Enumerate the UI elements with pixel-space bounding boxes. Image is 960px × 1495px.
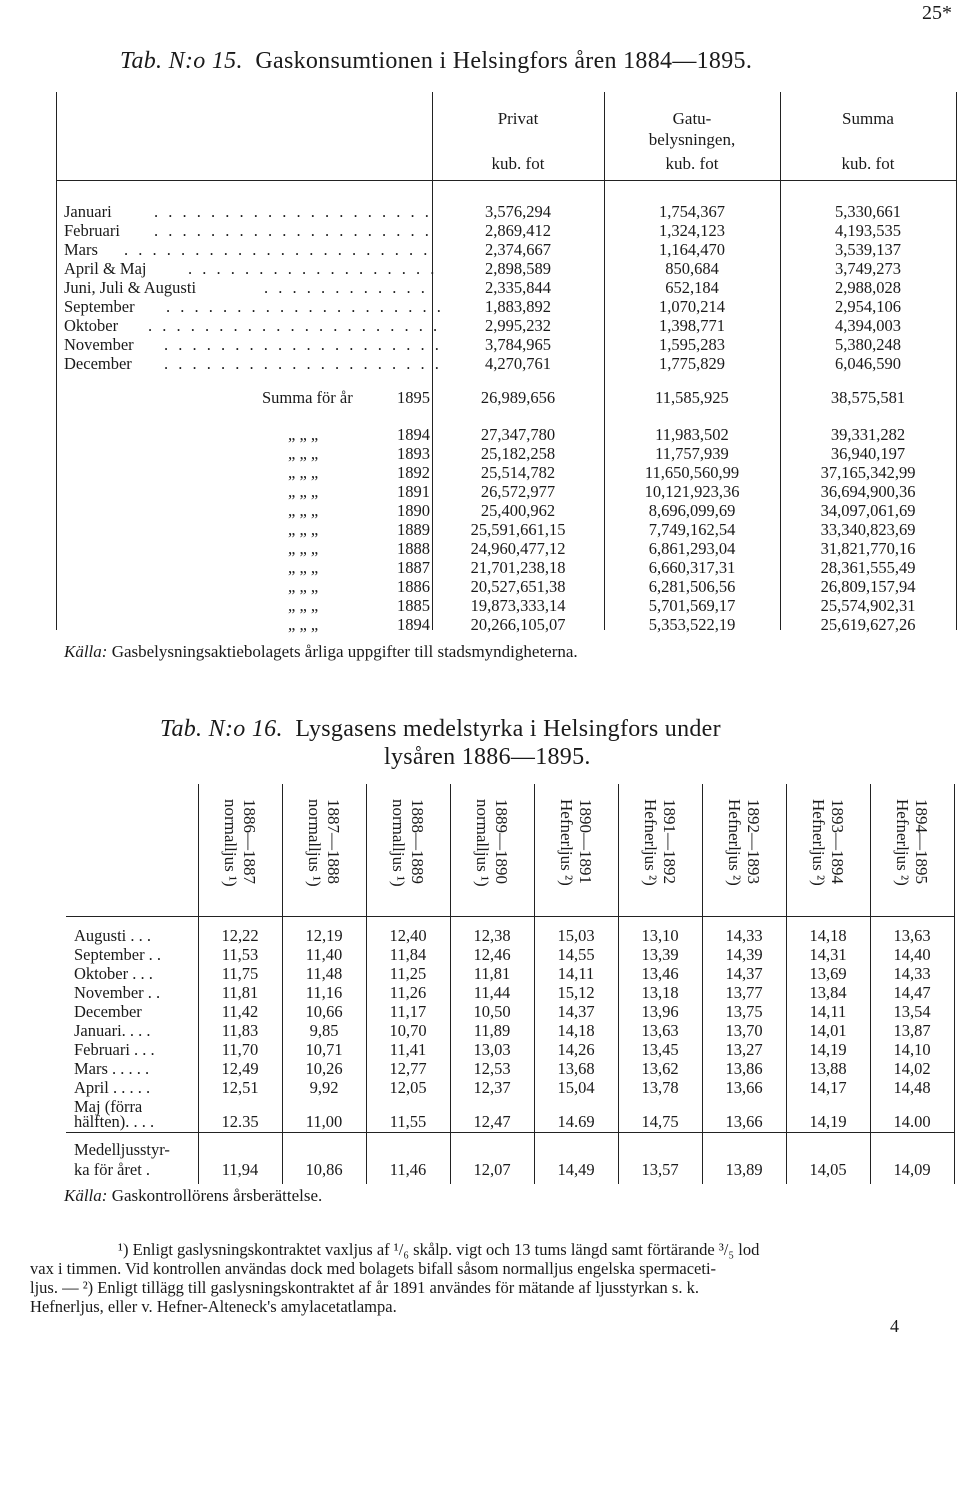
cell: 14,19: [809, 1112, 847, 1131]
cell: 14.69: [557, 1112, 595, 1131]
col-header-1887: 1887—1888 normalljus ¹): [305, 799, 343, 887]
table16-title-prefix: Tab. N:o 16.: [160, 716, 283, 742]
cell: 13,46: [641, 964, 679, 983]
table-row: [64, 596, 944, 615]
ditto-marks: „ „ „: [288, 539, 319, 558]
table-row: [64, 558, 944, 577]
source-label: Källa:: [64, 1186, 108, 1205]
table15-header-gatu-2: belysningen,: [648, 130, 736, 149]
cell-gatu: 5,353,522,19: [648, 615, 736, 634]
row-label: Maj (förra: [74, 1097, 143, 1116]
cell-summa: 6,046,590: [835, 354, 901, 373]
cell: 12,46: [473, 945, 511, 964]
cell-privat: 21,701,238,18: [470, 558, 566, 577]
cell-privat: 19,873,333,14: [470, 596, 566, 615]
cell: 11,83: [221, 1021, 259, 1040]
table-row: [64, 202, 944, 221]
ditto-marks: „ „ „: [288, 558, 319, 577]
cell: 11,26: [389, 983, 427, 1002]
cell-summa: 37,165,342,99: [820, 463, 916, 482]
leader-dots: . . . . . . . . . . . . . . . . . . . .: [164, 335, 442, 354]
cell-gatu: 11,757,939: [655, 444, 729, 463]
cell-gatu: 11,983,502: [655, 425, 729, 444]
cell-summa: 39,331,282: [830, 425, 906, 444]
leader-dots: . . . . . . . . . . . . . . . . . . . . .: [148, 316, 441, 335]
cell-privat: 25,400,962: [480, 501, 556, 520]
row-year: 1885: [397, 596, 430, 615]
source-label: Källa:: [64, 642, 108, 661]
sum-summa: 38,575,581: [830, 388, 906, 407]
cell-summa: 34,097,061,69: [820, 501, 916, 520]
table15-header-summa: Summa: [842, 109, 894, 128]
cell: 12,40: [389, 926, 427, 945]
source-text: Gaskontrollörens årsberättelse.: [111, 1186, 323, 1205]
row-label: December: [64, 354, 132, 373]
cell: 11,41: [389, 1040, 427, 1059]
row-label: Januari. . . .: [74, 1021, 151, 1040]
row-year: 1887: [397, 558, 430, 577]
cell-gatu: 11,650,560,99: [644, 463, 740, 482]
table15-source: [64, 642, 578, 662]
cell: 14.00: [893, 1112, 931, 1131]
row-label: Mars: [64, 240, 98, 259]
row-label: November . .: [74, 983, 161, 1002]
table-row: [64, 354, 944, 373]
table16-title-line2: lysåren 1886—1895.: [384, 744, 591, 770]
ditto-marks: „ „ „: [288, 615, 319, 634]
cell: 14,19: [809, 1040, 847, 1059]
cell: 13,57: [641, 1160, 679, 1179]
cell: 11,55: [389, 1112, 427, 1131]
cell-gatu: 6,861,293,04: [648, 539, 736, 558]
row-year: 1894: [397, 425, 430, 444]
cell: 9,85: [309, 1021, 339, 1040]
cell-gatu: 1,775,829: [659, 354, 725, 373]
cell: 13,69: [809, 964, 847, 983]
table15-unit-summa: kub. fot: [841, 154, 895, 173]
cell: 12,22: [221, 926, 259, 945]
row-label: September: [64, 297, 135, 316]
cell-summa: 3,539,137: [835, 240, 901, 259]
cell: 13,96: [641, 1002, 679, 1021]
cell: 10,66: [305, 1002, 343, 1021]
col-header-1886: 1886—1887 normalljus ¹): [221, 799, 259, 887]
cell-privat: 24,960,477,12: [470, 539, 566, 558]
row-label: Oktober: [64, 316, 119, 335]
cell-privat: 25,514,782: [480, 463, 556, 482]
row-label: September . .: [74, 945, 162, 964]
table15-unit-gatu: kub. fot: [665, 154, 719, 173]
row-label: Medelljusstyr-: [74, 1140, 170, 1159]
col-header-1889: 1889—1890 normalljus ¹): [473, 799, 511, 887]
table-row: [74, 983, 954, 1002]
cell: 13,45: [641, 1040, 679, 1059]
cell: 14,48: [893, 1078, 931, 1097]
cell: 14,01: [809, 1021, 847, 1040]
table-row: [64, 482, 944, 501]
footnote-line-2: vax i timmen. Vid kontrollen användas dock med bolagets bifall såsom normalljus engelska spermaceti-: [30, 1259, 717, 1278]
cell-summa: 5,330,661: [835, 202, 901, 221]
table-row: [64, 425, 944, 444]
cell: 15,04: [557, 1078, 595, 1097]
col-header-1890: 1890—1891 Hefnerljus ²): [557, 799, 595, 886]
cell-summa: 2,954,106: [835, 297, 901, 316]
cell: 10,50: [473, 1002, 511, 1021]
cell-gatu: 1,398,771: [659, 316, 725, 335]
cell: 10,26: [305, 1059, 343, 1078]
cell: 11,81: [473, 964, 511, 983]
row-label: Oktober . . .: [74, 964, 153, 983]
cell: 11,53: [221, 945, 259, 964]
cell: 11,89: [473, 1021, 511, 1040]
cell: 12.35: [221, 1112, 259, 1131]
cell: 14,33: [893, 964, 931, 983]
cell-privat: 4,270,761: [485, 354, 551, 373]
table-row: [64, 335, 944, 354]
table-row: [64, 444, 944, 463]
cell-summa: 36,940,197: [830, 444, 906, 463]
cell-gatu: 10,121,923,36: [644, 482, 740, 501]
cell-summa: 33,340,823,69: [820, 520, 916, 539]
footnote-line-3: ljus. — ²) Enligt tillägg till gaslysningskontraktet af år 1891 användes för mätande af ljusstyrkan s. k.: [30, 1278, 699, 1297]
cell: 12,49: [221, 1059, 259, 1078]
cell-summa: 5,380,248: [835, 335, 901, 354]
cell-gatu: 8,696,099,69: [648, 501, 736, 520]
cell: 15,12: [557, 983, 595, 1002]
cell: 11,16: [305, 983, 343, 1002]
table-row: [74, 926, 954, 945]
table16-mean-label-1: [74, 1140, 954, 1159]
cell: 14,37: [725, 964, 763, 983]
table15-header-gatu-1: Gatu-: [672, 109, 712, 128]
table15-title-prefix: Tab. N:o 15.: [120, 48, 243, 74]
cell: 13,54: [893, 1002, 931, 1021]
row-label: Februari . . .: [74, 1040, 155, 1059]
row-label: Augusti . . .: [74, 926, 152, 945]
cell-gatu: 6,281,506,56: [648, 577, 736, 596]
table15-title-text: Gaskonsumtionen i Helsingfors åren 1884—1895.: [255, 48, 753, 74]
cell: 10,70: [389, 1021, 427, 1040]
cell: 12,47: [473, 1112, 511, 1131]
ditto-marks: „ „ „: [288, 463, 319, 482]
cell: 13,66: [725, 1112, 763, 1131]
col-header-1894: 1894—1895 Hefnerljus ²): [893, 799, 931, 886]
cell: 14,11: [557, 964, 595, 983]
cell-summa: 2,988,028: [835, 278, 901, 297]
ditto-marks: „ „ „: [288, 444, 319, 463]
row-year: 1894: [397, 615, 430, 634]
cell-gatu: 1,164,470: [659, 240, 725, 259]
cell: 14,37: [557, 1002, 595, 1021]
cell: 12,38: [473, 926, 511, 945]
cell-summa: 25,574,902,31: [820, 596, 916, 615]
sum-label: Summa för år: [262, 388, 353, 407]
cell: 14,18: [557, 1021, 595, 1040]
cell: 14,18: [809, 926, 847, 945]
cell: 11,17: [389, 1002, 427, 1021]
table15: [56, 92, 960, 652]
row-year: 1889: [397, 520, 430, 539]
cell: 12,07: [473, 1160, 511, 1179]
cell: 13,77: [725, 983, 763, 1002]
cell-summa: 4,193,535: [835, 221, 901, 240]
cell: 11,70: [221, 1040, 259, 1059]
cell-privat: 2,869,412: [485, 221, 551, 240]
table-row: [64, 316, 944, 335]
table16-mean-rule: [66, 1132, 955, 1133]
sum-privat: 26,989,656: [480, 388, 556, 407]
leader-dots: . . . . . . . . . . . . . . . . . . . .: [154, 221, 432, 240]
table-row: [74, 1021, 954, 1040]
cell: 14,11: [809, 1002, 847, 1021]
cell: 14,47: [893, 983, 931, 1002]
cell-gatu: 1,324,123: [659, 221, 725, 240]
cell-summa: 25,619,627,26: [820, 615, 916, 634]
cell: 11,94: [221, 1160, 259, 1179]
table16-source: [64, 1186, 322, 1206]
cell-summa: 28,361,555,49: [820, 558, 916, 577]
table-row: [64, 539, 944, 558]
cell-privat: 2,335,844: [485, 278, 551, 297]
leader-dots: . . . . . . . . . . . . . . . . . . . .: [154, 202, 432, 221]
cell: 13,89: [725, 1160, 763, 1179]
leader-dots: . . . . . . . . . . . . . . . . . . . .: [166, 297, 444, 316]
row-year: 1891: [397, 482, 430, 501]
cell: 14,49: [557, 1160, 595, 1179]
col-header-1893: 1893—1894 Hefnerljus ²): [809, 799, 847, 886]
table15-right-border: [956, 92, 957, 630]
cell: 13,88: [809, 1059, 847, 1078]
table15-header-rule: [56, 180, 957, 181]
table-row: [74, 1002, 954, 1021]
cell: 13,87: [893, 1021, 931, 1040]
row-label: April & Maj: [64, 259, 147, 278]
col-header-1888: 1888—1889 normalljus ¹): [389, 799, 427, 887]
table15-unit-privat: kub. fot: [491, 154, 545, 173]
table-row: [74, 945, 954, 964]
cell: 14,31: [809, 945, 847, 964]
source-text: Gasbelysningsaktiebolagets årliga uppgifter till stadsmyndigheterna.: [111, 642, 578, 661]
cell: 12,05: [389, 1078, 427, 1097]
cell-gatu: 1,595,283: [659, 335, 725, 354]
cell: 11,46: [389, 1160, 427, 1179]
table-row: [64, 615, 944, 634]
page-number: 25*: [922, 2, 952, 24]
sum-gatu: 11,585,925: [655, 388, 729, 407]
cell-privat: 2,374,667: [485, 240, 551, 259]
cell-gatu: 1,754,367: [659, 202, 725, 221]
cell-privat: 2,995,232: [485, 316, 551, 335]
cell: 11,00: [305, 1112, 343, 1131]
row-label: Januari: [64, 202, 112, 221]
cell: 14,55: [557, 945, 595, 964]
row-label: November: [64, 335, 134, 354]
cell: 13,75: [725, 1002, 763, 1021]
table-row: [64, 221, 944, 240]
leader-dots: . . . . . . . . . . . .: [264, 278, 428, 297]
cell: 11,25: [389, 964, 427, 983]
cell: 11,48: [305, 964, 343, 983]
row-label: Juni, Juli & Augusti: [64, 278, 197, 297]
cell-privat: 27,347,780: [480, 425, 556, 444]
ditto-marks: „ „ „: [288, 425, 319, 444]
table-row: [64, 278, 944, 297]
table-row: [64, 240, 944, 259]
cell: 12,53: [473, 1059, 511, 1078]
table15-header-privat: Privat: [497, 109, 539, 128]
cell: 14,02: [893, 1059, 931, 1078]
cell: 12,77: [389, 1059, 427, 1078]
row-year: 1890: [397, 501, 430, 520]
table16-title-text-1: Lysgasens medelstyrka i Helsingfors under: [295, 716, 721, 742]
row-label: ka för året .: [74, 1160, 151, 1179]
cell: 14,39: [725, 945, 763, 964]
table15-left-border: [56, 92, 57, 630]
cell: 11,84: [389, 945, 427, 964]
ditto-marks: „ „ „: [288, 577, 319, 596]
cell-privat: 20,266,105,07: [470, 615, 566, 634]
cell: 13,39: [641, 945, 679, 964]
table-row: [74, 1078, 954, 1097]
row-year: 1892: [397, 463, 430, 482]
col-header-1892: 1892—1893 Hefnerljus ²): [725, 799, 763, 886]
cell-privat: 25,591,661,15: [470, 520, 566, 539]
cell: 13,70: [725, 1021, 763, 1040]
footnote-line-1: ¹) Enligt gaslysningskontraktet vaxljus af ¹/₆ skålp. vigt och 13 tums längd samt förtärande ³/₅ lod: [118, 1240, 760, 1259]
cell-gatu: 5,701,569,17: [648, 596, 736, 615]
ditto-marks: „ „ „: [288, 482, 319, 501]
leader-dots: . . . . . . . . . . . . . . . . . . . . . .: [124, 240, 431, 259]
cell-privat: 2,898,589: [485, 259, 551, 278]
table-row: [74, 1112, 954, 1131]
cell-summa: 3,749,273: [835, 259, 901, 278]
table16-right-border: [954, 784, 955, 1184]
table-row: [74, 964, 954, 983]
table-row: [64, 577, 944, 596]
cell: 10,86: [305, 1160, 343, 1179]
cell: 11,42: [221, 1002, 259, 1021]
table-row: [64, 520, 944, 539]
leader-dots: . . . . . . . . . . . . . . . . . .: [188, 259, 438, 278]
table15-sum-row: [64, 388, 944, 407]
footnote-line-4: Hefnerljus, eller v. Hefner-Alteneck's amylacetatlampa.: [30, 1297, 397, 1316]
cell: 11,81: [221, 983, 259, 1002]
cell: 13,62: [641, 1059, 679, 1078]
cell: 11,40: [305, 945, 343, 964]
table-row: [64, 501, 944, 520]
cell-gatu: 6,660,317,31: [648, 558, 736, 577]
row-year: 1886: [397, 577, 430, 596]
row-year: 1888: [397, 539, 430, 558]
ditto-marks: „ „ „: [288, 596, 319, 615]
table-row: [64, 297, 944, 316]
footnotes: [30, 1240, 950, 1316]
cell: 13,03: [473, 1040, 511, 1059]
cell: 12,37: [473, 1078, 511, 1097]
cell: 13,63: [893, 926, 931, 945]
cell-summa: 31,821,770,16: [820, 539, 916, 558]
cell: 15,03: [557, 926, 595, 945]
cell: 14,75: [641, 1112, 679, 1131]
cell: 12,51: [221, 1078, 259, 1097]
table15-title: [120, 48, 752, 75]
cell: 13,84: [809, 983, 847, 1002]
cell-privat: 20,527,651,38: [470, 577, 566, 596]
row-label: hälften). . . .: [74, 1112, 155, 1131]
cell: 13,18: [641, 983, 679, 1002]
cell: 14,05: [809, 1160, 847, 1179]
cell: 14,17: [809, 1078, 847, 1097]
table-row: [64, 463, 944, 482]
cell-summa: 4,394,003: [835, 316, 901, 335]
ditto-marks: „ „ „: [288, 501, 319, 520]
cell: 11,44: [473, 983, 511, 1002]
row-year: 1893: [397, 444, 430, 463]
table16-title: [160, 716, 721, 743]
cell: 14,40: [893, 945, 931, 964]
col-header-1891: 1891—1892 Hefnerljus ²): [641, 799, 679, 886]
row-label: April . . . . .: [74, 1078, 151, 1097]
cell: 13,68: [557, 1059, 595, 1078]
cell-privat: 25,182,258: [480, 444, 556, 463]
cell: 14,09: [893, 1160, 931, 1179]
cell-summa: 26,809,157,94: [820, 577, 916, 596]
cell: 13,63: [641, 1021, 679, 1040]
table-row: [74, 1040, 954, 1059]
cell: 13,10: [641, 926, 679, 945]
table16: [66, 784, 960, 1204]
cell-summa: 36,694,900,36: [820, 482, 916, 501]
cell: 10,71: [305, 1040, 343, 1059]
cell-gatu: 7,749,162,54: [648, 520, 736, 539]
cell-gatu: 652,184: [665, 278, 719, 297]
cell: 13,86: [725, 1059, 763, 1078]
cell: 13,78: [641, 1078, 679, 1097]
row-label: Februari: [64, 221, 120, 240]
table-row: [74, 1059, 954, 1078]
cell-privat: 3,576,294: [485, 202, 551, 221]
cell: 13,66: [725, 1078, 763, 1097]
ditto-marks: „ „ „: [288, 520, 319, 539]
cell-privat: 26,572,977: [480, 482, 556, 501]
sum-year: 1895: [397, 388, 430, 407]
table-row: [64, 259, 944, 278]
cell: 12,19: [305, 926, 343, 945]
cell: 11,75: [221, 964, 259, 983]
cell: 9,92: [309, 1078, 339, 1097]
bottom-page-number: 4: [890, 1316, 899, 1336]
cell-gatu: 850,684: [665, 259, 719, 278]
cell-privat: 1,883,892: [485, 297, 551, 316]
cell: 14,10: [893, 1040, 931, 1059]
row-label: Mars . . . . .: [74, 1059, 150, 1078]
row-label: December: [74, 1002, 142, 1021]
cell: 14,33: [725, 926, 763, 945]
table16-mean-row: [74, 1160, 954, 1179]
leader-dots: . . . . . . . . . . . . . . . . . . . .: [164, 354, 442, 373]
cell: 14,26: [557, 1040, 595, 1059]
cell-gatu: 1,070,214: [659, 297, 725, 316]
cell-privat: 3,784,965: [485, 335, 551, 354]
cell: 13,27: [725, 1040, 763, 1059]
